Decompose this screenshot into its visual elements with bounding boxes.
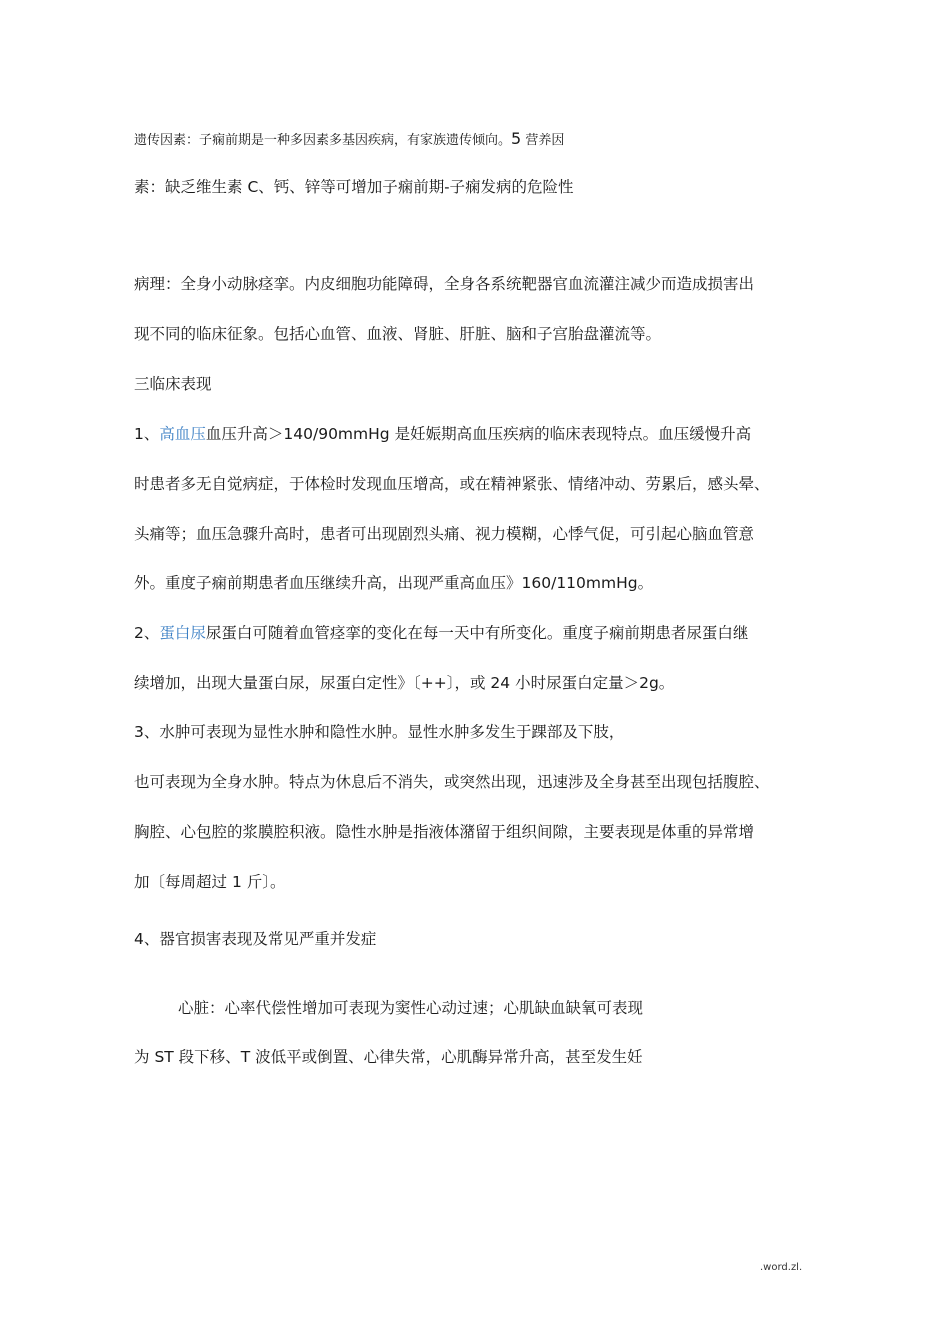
text-run: 1	[231, 873, 242, 891]
text-run: 器官损害表现及常见严重并发症	[159, 930, 377, 948]
paragraph-line	[134, 822, 754, 842]
text-run: 。	[637, 574, 654, 592]
list-number: 3、	[134, 723, 160, 741]
text-run: 波低平或倒置、心律失常，心肌酶异常升高，甚至发生妊	[250, 1048, 643, 1066]
text-run: C、	[247, 178, 274, 196]
hypertension-link[interactable]: 高血压	[159, 425, 206, 443]
paragraph-line	[134, 872, 286, 892]
text-run: 段下移、	[173, 1048, 241, 1066]
text-run: 心脏：心率代偿性增加可表现为窦性心动过速；心肌缺血缺氧可表现	[178, 999, 644, 1017]
text-run: 现不同的临床征象。包括心血管、血液、肾脏、肝脏、脑和子宫胎盘灌流等。	[134, 325, 662, 343]
text-run: ＞2g。	[623, 674, 675, 692]
list-number: 4、	[134, 930, 160, 948]
text-run: 为	[134, 1048, 155, 1066]
paragraph-line	[134, 129, 564, 151]
text-run: 小时尿蛋白定量	[510, 674, 624, 692]
paragraph-line	[134, 424, 751, 444]
text-run: 三临床表现	[134, 375, 212, 393]
list-number: 2、	[134, 624, 160, 642]
paragraph-line	[134, 474, 770, 494]
paragraph-line	[134, 673, 674, 693]
text-run: T	[240, 1048, 251, 1066]
text-run: 时患者多无自觉病症，于体检时发现血压增高，或在精神紧张、情绪冲动、劳累后，感头晕、	[134, 475, 770, 493]
text-run: 血压升高	[205, 425, 268, 443]
paragraph-line	[134, 573, 653, 593]
paragraph-line	[134, 772, 770, 792]
text-run: 外。重度子痫前期患者血压继续升高，出现严重高血压》	[134, 574, 522, 592]
text-run: 160/110mmHg	[521, 574, 638, 592]
paragraph-line	[178, 998, 643, 1018]
paragraph-line	[134, 177, 574, 197]
proteinuria-link[interactable]: 蛋白尿	[159, 624, 206, 642]
paragraph-line	[134, 274, 754, 294]
paragraph-line	[134, 324, 661, 344]
list-number: 1、	[134, 425, 160, 443]
text-run: 病理：全身小动脉痉挛。内皮细胞功能障碍，全身各系统靶器官血流灌注减少而造成损害出	[134, 275, 755, 293]
text-run: 24	[490, 674, 511, 692]
paragraph-line	[134, 524, 754, 544]
text-run: 胸腔、心包腔的浆膜腔积液。隐性水肿是指液体潴留于组织间隙，主要表现是体重的异常增	[134, 823, 755, 841]
page-footer: .word.zl.	[760, 1262, 803, 1273]
text-run: ＞140/90mmHg	[267, 425, 390, 443]
paragraph-line	[134, 929, 376, 949]
paragraph-line	[134, 1047, 643, 1067]
paragraph-line	[134, 722, 624, 742]
text-run: 遗传因素：子痫前期是一种多因素多基因疾病，有家族遗传倾向。	[134, 133, 512, 148]
paragraph-line	[134, 623, 748, 643]
text-run: 营养因	[521, 133, 565, 148]
text-run: ST	[154, 1048, 174, 1066]
text-run: 尿蛋白可随着血管痉挛的变化在每一天中有所变化。重度子痫前期患者尿蛋白继	[205, 624, 749, 642]
text-run: 5	[511, 129, 522, 148]
text-run: 也可表现为全身水肿。特点为休息后不消失，或突然出现，迅速涉及全身甚至出现包括腹腔、	[134, 773, 770, 791]
text-run: 钙、锌等可增加子痫前期-子痫发病的危险性	[273, 178, 574, 196]
text-run: 加〔每周超过	[134, 873, 232, 891]
text-run: 续增加，出现大量蛋白尿，尿蛋白定性》〔++〕，或	[134, 674, 491, 692]
text-run: 是妊娠期高血压疾病的临床表现特点。血压缓慢升高	[389, 425, 752, 443]
text-run: 头痛等；血压急骤升高时，患者可出现剧烈头痛、视力模糊，心悸气促，可引起心脑血管意	[134, 525, 755, 543]
text-run: 素：缺乏维生素	[134, 178, 248, 196]
text-run: 斤〕。	[241, 873, 286, 891]
text-run: 水肿可表现为显性水肿和隐性水肿。显性水肿多发生于踝部及下肢，	[159, 723, 625, 741]
section-heading	[134, 374, 212, 394]
